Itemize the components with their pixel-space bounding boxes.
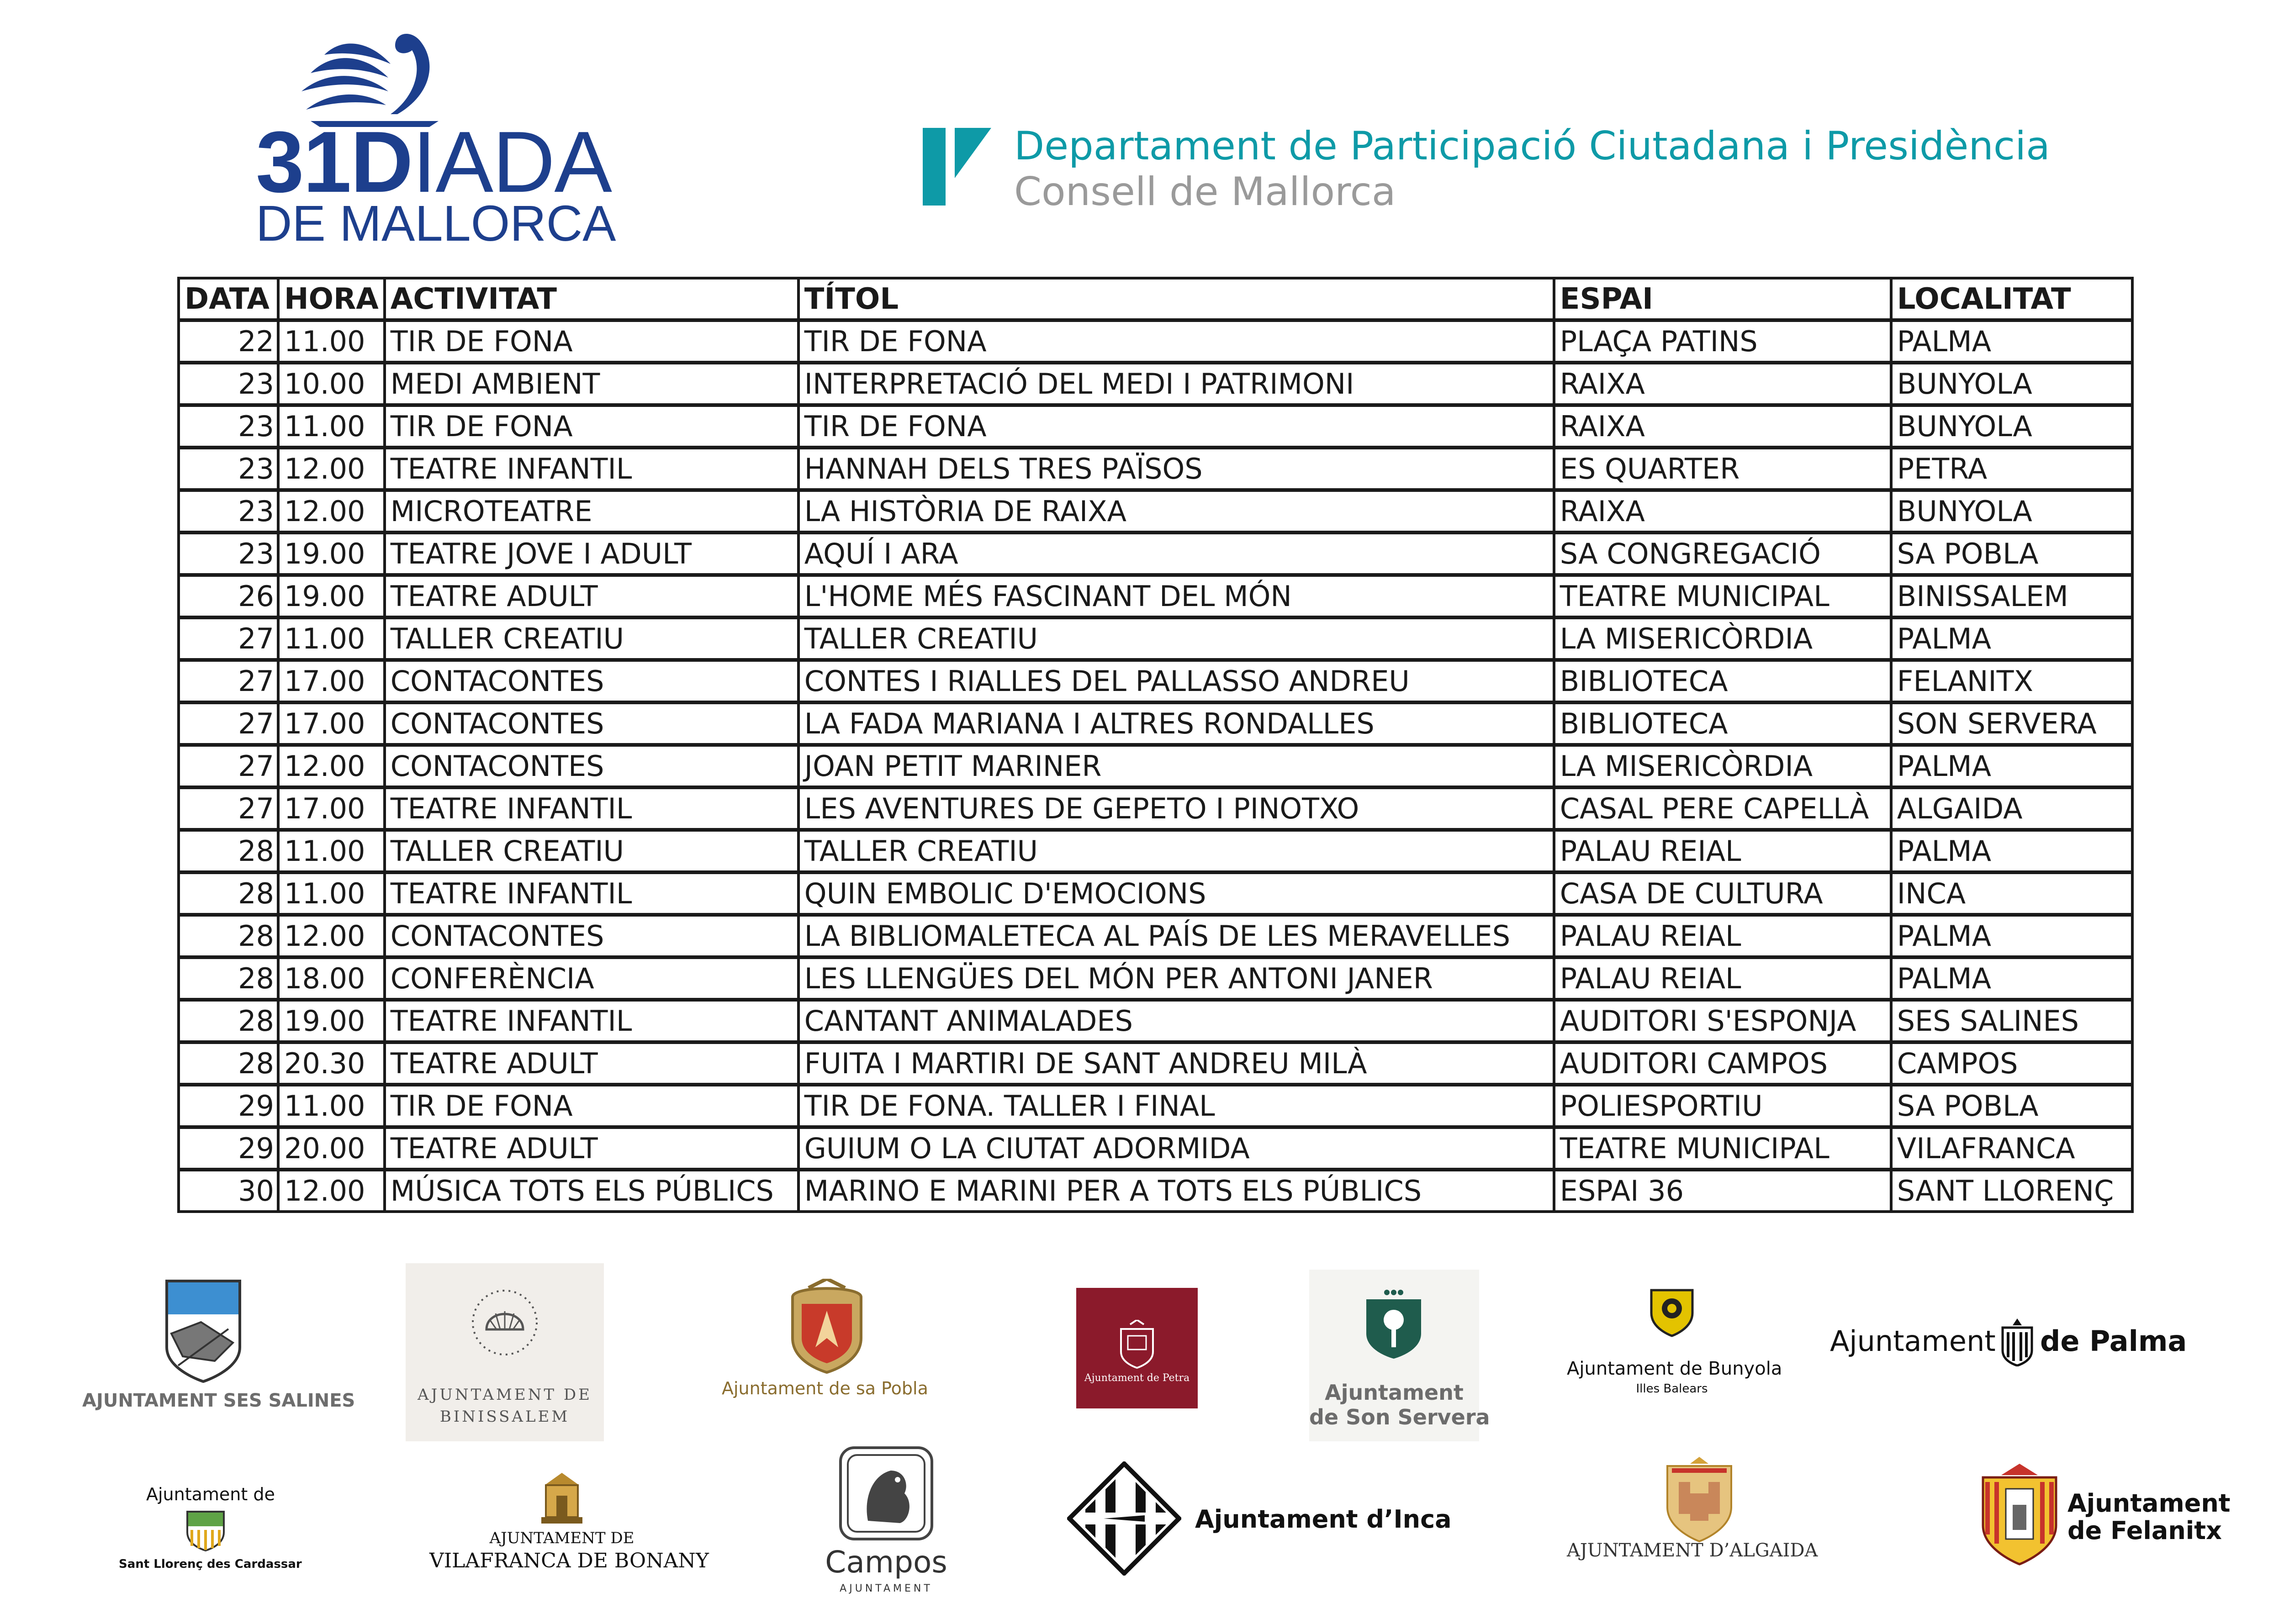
hora-cell: 17.00 <box>278 787 385 830</box>
col-header-hora: HORA <box>278 278 385 320</box>
activitat-cell: TEATRE JOVE I ADULT <box>385 533 798 575</box>
espai-cell: TEATRE MUNICIPAL <box>1554 1127 1891 1170</box>
consell-mark-icon <box>923 128 991 206</box>
vilafranca-caption-2: VILAFRANCA DE BONANY <box>429 1549 709 1572</box>
table-row <box>179 957 2132 1000</box>
vilafranca-crest-icon <box>539 1471 585 1525</box>
campos-caption-2: AJUNTAMENT <box>840 1583 933 1594</box>
data-cell: 22 <box>179 320 278 363</box>
table-row <box>179 617 2132 660</box>
data-cell: 29 <box>179 1127 278 1170</box>
titol-cell: INTERPRETACIÓ DEL MEDI I PATRIMONI <box>798 363 1554 405</box>
titol-cell: GUIUM O LA CIUTAT ADORMIDA <box>798 1127 1554 1170</box>
espai-cell: RAIXA <box>1554 490 1891 533</box>
titol-cell: JOAN PETIT MARINER <box>798 745 1554 787</box>
titol-cell: CANTANT ANIMALADES <box>798 1000 1554 1042</box>
activitat-cell: TEATRE INFANTIL <box>385 1000 798 1042</box>
data-cell: 28 <box>179 957 278 1000</box>
hora-cell: 19.00 <box>278 533 385 575</box>
titol-cell: TALLER CREATIU <box>798 617 1554 660</box>
activitat-cell: TEATRE INFANTIL <box>385 872 798 915</box>
table-row <box>179 1042 2132 1085</box>
data-cell: 30 <box>179 1170 278 1212</box>
espai-cell: RAIXA <box>1554 363 1891 405</box>
data-cell: 28 <box>179 915 278 957</box>
table-row <box>179 448 2132 490</box>
algaida-castle-icon <box>1658 1457 1740 1544</box>
hora-cell: 20.30 <box>278 1042 385 1085</box>
data-cell: 27 <box>179 745 278 787</box>
hora-cell: 10.00 <box>278 363 385 405</box>
data-cell: 27 <box>179 660 278 702</box>
localitat-cell: PALMA <box>1891 915 2132 957</box>
activitat-cell: TALLER CREATIU <box>385 617 798 660</box>
son-servera-logo <box>1309 1270 1490 1441</box>
son-servera-caption-2: de Son Servera <box>1309 1405 1490 1429</box>
localitat-cell: PETRA <box>1891 448 2132 490</box>
hora-cell: 11.00 <box>278 320 385 363</box>
table-row <box>179 872 2132 915</box>
hora-cell: 12.00 <box>278 915 385 957</box>
activitat-cell: CONFERÈNCIA <box>385 957 798 1000</box>
localitat-cell: PALMA <box>1891 957 2132 1000</box>
col-header-activitat: ACTIVITAT <box>385 278 798 320</box>
bunyola-logo <box>1567 1283 1782 1411</box>
localitat-cell: FELANITX <box>1891 660 2132 702</box>
activitat-cell: TEATRE ADULT <box>385 575 798 617</box>
titol-cell: LA BIBLIOMALETECA AL PAÍS DE LES MERAVELLES <box>798 915 1554 957</box>
data-cell: 27 <box>179 617 278 660</box>
hora-cell: 11.00 <box>278 405 385 448</box>
activitat-cell: CONTACONTES <box>385 660 798 702</box>
titol-cell: MARINO E MARINI PER A TOTS ELS PÚBLICS <box>798 1170 1554 1212</box>
hora-cell: 19.00 <box>278 1000 385 1042</box>
activitat-cell: TEATRE ADULT <box>385 1042 798 1085</box>
palma-logo <box>1830 1311 2186 1375</box>
department-sub: Consell de Mallorca <box>1014 169 1396 215</box>
table-row <box>179 1085 2132 1127</box>
titol-cell: TIR DE FONA <box>798 320 1554 363</box>
hora-cell: 11.00 <box>278 830 385 872</box>
data-cell: 28 <box>179 872 278 915</box>
activitat-cell: TEATRE ADULT <box>385 1127 798 1170</box>
binissalem-caption-2: BINISSALEM <box>439 1408 570 1426</box>
localitat-cell: INCA <box>1891 872 2132 915</box>
localitat-cell: SON SERVERA <box>1891 702 2132 745</box>
bunyola-caption-1: Ajuntament de Bunyola <box>1567 1358 1782 1379</box>
data-cell: 27 <box>179 787 278 830</box>
activitat-cell: MÚSICA TOTS ELS PÚBLICS <box>385 1170 798 1212</box>
ses-salines-shield-icon <box>164 1279 242 1384</box>
vilafranca-logo <box>429 1471 709 1580</box>
diada-logo <box>256 23 616 252</box>
activitat-cell: TEATRE INFANTIL <box>385 787 798 830</box>
sa-pobla-logo <box>713 1279 941 1416</box>
hora-cell: 11.00 <box>278 1085 385 1127</box>
table-row <box>179 1170 2132 1212</box>
felanitx-caption-2: de Felanitx <box>2067 1516 2222 1545</box>
data-cell: 28 <box>179 1042 278 1085</box>
data-cell: 29 <box>179 1085 278 1127</box>
data-cell: 26 <box>179 575 278 617</box>
table-row <box>179 702 2132 745</box>
hora-cell: 18.00 <box>278 957 385 1000</box>
bunyola-caption-2: Illes Balears <box>1636 1382 1708 1396</box>
diada-title: 31DIADA <box>256 114 612 211</box>
data-cell: 23 <box>179 405 278 448</box>
espai-cell: ES QUARTER <box>1554 448 1891 490</box>
binissalem-logo <box>406 1263 604 1441</box>
algaida-logo <box>1567 1457 1841 1571</box>
sant-llorenc-shield-icon <box>183 1507 228 1553</box>
data-cell: 23 <box>179 448 278 490</box>
inca-caption: Ajuntament d’Inca <box>1195 1505 1452 1534</box>
col-header-titol: TÍTOL <box>798 278 1554 320</box>
espai-cell: PALAU REIAL <box>1554 915 1891 957</box>
hora-cell: 19.00 <box>278 575 385 617</box>
campos-caption-1: Campos <box>825 1545 947 1580</box>
department-logo <box>923 123 2110 215</box>
titol-cell: LES AVENTURES DE GEPETO I PINOTXO <box>798 787 1554 830</box>
bunyola-shield-icon <box>1647 1283 1697 1338</box>
table-header-row <box>179 278 2132 320</box>
table-row <box>179 1000 2132 1042</box>
titol-cell: TALLER CREATIU <box>798 830 1554 872</box>
campos-logo <box>818 1443 955 1608</box>
localitat-cell: PALMA <box>1891 745 2132 787</box>
espai-cell: LA MISERICÒRDIA <box>1554 745 1891 787</box>
col-header-localitat: LOCALITAT <box>1891 278 2132 320</box>
espai-cell: LA MISERICÒRDIA <box>1554 617 1891 660</box>
espai-cell: BIBLIOTECA <box>1554 660 1891 702</box>
felanitx-shield-icon <box>1976 1461 2063 1566</box>
table-row <box>179 575 2132 617</box>
sa-pobla-caption: Ajuntament de sa Pobla <box>722 1378 928 1398</box>
table-row <box>179 660 2132 702</box>
activitat-cell: TIR DE FONA <box>385 1085 798 1127</box>
swan-icon <box>292 23 448 128</box>
hora-cell: 12.00 <box>278 448 385 490</box>
campos-bear-icon <box>836 1443 936 1544</box>
shell-icon <box>468 1286 541 1359</box>
localitat-cell: BUNYOLA <box>1891 405 2132 448</box>
localitat-cell: SANT LLORENÇ <box>1891 1170 2132 1212</box>
espai-cell: POLIESPORTIU <box>1554 1085 1891 1127</box>
espai-cell: SA CONGREGACIÓ <box>1554 533 1891 575</box>
table-row <box>179 490 2132 533</box>
localitat-cell: SA POBLA <box>1891 533 2132 575</box>
localitat-cell: CAMPOS <box>1891 1042 2132 1085</box>
table-row <box>179 787 2132 830</box>
espai-cell: PALAU REIAL <box>1554 830 1891 872</box>
titol-cell: LES LLENGÜES DEL MÓN PER ANTONI JANER <box>798 957 1554 1000</box>
hora-cell: 11.00 <box>278 617 385 660</box>
espai-cell: AUDITORI CAMPOS <box>1554 1042 1891 1085</box>
titol-cell: CONTES I RIALLES DEL PALLASSO ANDREU <box>798 660 1554 702</box>
espai-cell: PALAU REIAL <box>1554 957 1891 1000</box>
sant-llorenc-caption-2: Sant Llorenç des Cardassar <box>119 1557 302 1571</box>
sant-llorenc-caption-1: Ajuntament de <box>146 1484 275 1504</box>
data-cell: 23 <box>179 490 278 533</box>
localitat-cell: VILAFRANCA <box>1891 1127 2132 1170</box>
activitat-cell: MEDI AMBIENT <box>385 363 798 405</box>
palma-caption-2: de Palma <box>2040 1324 2187 1358</box>
algaida-caption: AJUNTAMENT D’ALGAIDA <box>1567 1540 1818 1561</box>
vilafranca-caption-1: AJUNTAMENT DE <box>489 1529 634 1547</box>
table-row <box>179 915 2132 957</box>
titol-cell: L'HOME MÉS FASCINANT DEL MÓN <box>798 575 1554 617</box>
titol-cell: FUITA I MARTIRI DE SANT ANDREU MILÀ <box>798 1042 1554 1085</box>
espai-cell: BIBLIOTECA <box>1554 702 1891 745</box>
table-row <box>179 1127 2132 1170</box>
petra-logo <box>1076 1288 1198 1408</box>
son-servera-shield-icon <box>1364 1288 1423 1361</box>
activitat-cell: MICROTEATRE <box>385 490 798 533</box>
inca-logo <box>1067 1461 1460 1580</box>
col-header-data: DATA <box>179 278 278 320</box>
table-row <box>179 320 2132 363</box>
table-row <box>179 363 2132 405</box>
localitat-cell: BUNYOLA <box>1891 490 2132 533</box>
espai-cell: PLAÇA PATINS <box>1554 320 1891 363</box>
palma-caption-1: Ajuntament <box>1830 1324 1996 1358</box>
localitat-cell: PALMA <box>1891 320 2132 363</box>
localitat-cell: PALMA <box>1891 617 2132 660</box>
diada-subtitle: DE MALLORCA <box>256 195 616 252</box>
localitat-cell: SES SALINES <box>1891 1000 2132 1042</box>
localitat-cell: ALGAIDA <box>1891 787 2132 830</box>
table-row <box>179 745 2132 787</box>
petra-crest-icon <box>1116 1320 1158 1370</box>
activitat-cell: TIR DE FONA <box>385 405 798 448</box>
hora-cell: 12.00 <box>278 745 385 787</box>
sant-llorenc-logo <box>110 1484 301 1576</box>
espai-cell: CASAL PERE CAPELLÀ <box>1554 787 1891 830</box>
data-cell: 23 <box>179 533 278 575</box>
activitat-cell: TEATRE INFANTIL <box>385 448 798 490</box>
palma-crest-icon <box>1999 1316 2036 1366</box>
petra-caption: Ajuntament de Petra <box>1084 1372 1190 1384</box>
col-header-espai: ESPAI <box>1554 278 1891 320</box>
localitat-cell: BINISSALEM <box>1891 575 2132 617</box>
espai-cell: AUDITORI S'ESPONJA <box>1554 1000 1891 1042</box>
activitat-cell: CONTACONTES <box>385 702 798 745</box>
felanitx-caption-1: Ajuntament <box>2067 1489 2231 1518</box>
activitat-cell: CONTACONTES <box>385 745 798 787</box>
hora-cell: 17.00 <box>278 702 385 745</box>
hora-cell: 11.00 <box>278 872 385 915</box>
activitat-cell: TALLER CREATIU <box>385 830 798 872</box>
data-cell: 27 <box>179 702 278 745</box>
titol-cell: QUIN EMBOLIC D'EMOCIONS <box>798 872 1554 915</box>
localitat-cell: SA POBLA <box>1891 1085 2132 1127</box>
son-servera-caption-1: Ajuntament <box>1325 1380 1464 1405</box>
sa-pobla-shield-icon <box>783 1279 870 1375</box>
hora-cell: 12.00 <box>278 1170 385 1212</box>
espai-cell: CASA DE CULTURA <box>1554 872 1891 915</box>
espai-cell: ESPAI 36 <box>1554 1170 1891 1212</box>
table-row <box>179 405 2132 448</box>
data-cell: 28 <box>179 830 278 872</box>
data-cell: 23 <box>179 363 278 405</box>
hora-cell: 12.00 <box>278 490 385 533</box>
ses-salines-caption: AJUNTAMENT SES SALINES <box>82 1390 355 1411</box>
activitat-cell: CONTACONTES <box>385 915 798 957</box>
hora-cell: 20.00 <box>278 1127 385 1170</box>
schedule-table <box>177 277 2134 1213</box>
titol-cell: HANNAH DELS TRES PAÏSOS <box>798 448 1554 490</box>
espai-cell: RAIXA <box>1554 405 1891 448</box>
titol-cell: TIR DE FONA. TALLER I FINAL <box>798 1085 1554 1127</box>
titol-cell: LA FADA MARIANA I ALTRES RONDALLES <box>798 702 1554 745</box>
titol-cell: LA HISTÒRIA DE RAIXA <box>798 490 1554 533</box>
felanitx-logo <box>1976 1461 2231 1571</box>
localitat-cell: PALMA <box>1891 830 2132 872</box>
data-cell: 28 <box>179 1000 278 1042</box>
department-name: Departament de Participació Ciutadana i Presidència <box>1014 123 2050 169</box>
localitat-cell: BUNYOLA <box>1891 363 2132 405</box>
titol-cell: TIR DE FONA <box>798 405 1554 448</box>
table-row <box>179 830 2132 872</box>
activitat-cell: TIR DE FONA <box>385 320 798 363</box>
hora-cell: 17.00 <box>278 660 385 702</box>
inca-shield-icon <box>1067 1461 1181 1576</box>
espai-cell: TEATRE MUNICIPAL <box>1554 575 1891 617</box>
binissalem-caption-1: AJUNTAMENT DE <box>418 1386 592 1404</box>
titol-cell: AQUÍ I ARA <box>798 533 1554 575</box>
table-row <box>179 533 2132 575</box>
ses-salines-logo <box>78 1279 355 1416</box>
